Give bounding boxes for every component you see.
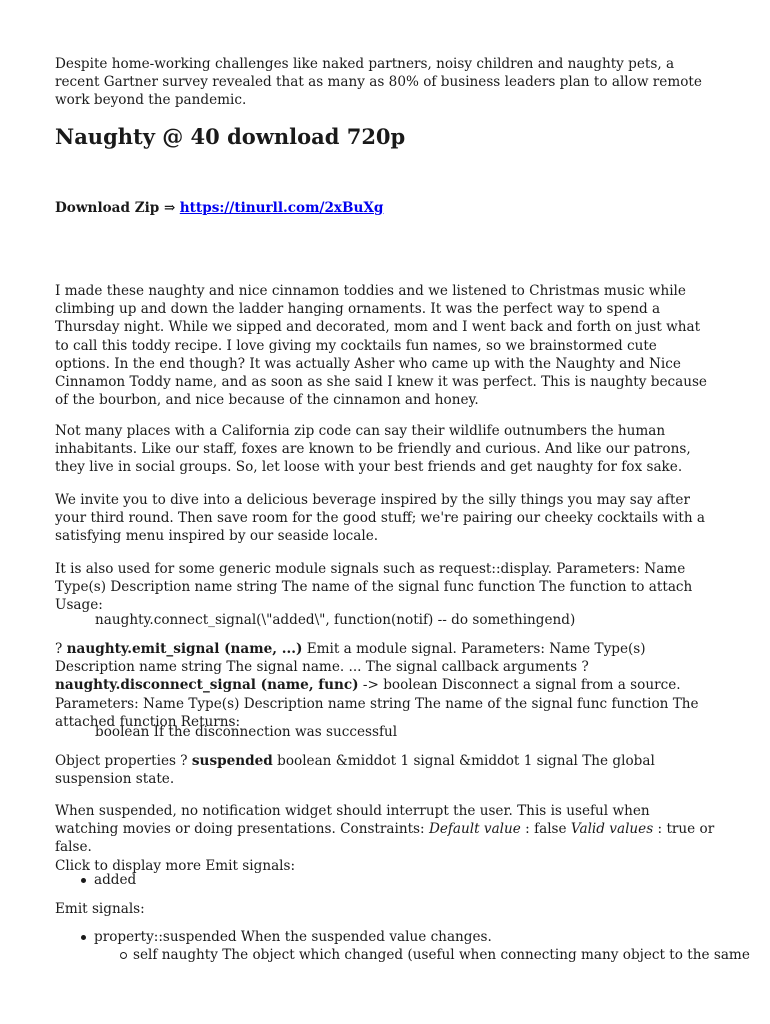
valid-values-label: Valid values	[570, 821, 654, 838]
returns-text: boolean If the disconnection was successful	[95, 724, 398, 740]
emit-signals-list	[55, 928, 750, 964]
list-item	[55, 871, 715, 889]
default-value: : false	[520, 821, 571, 838]
suspended-text: When suspended, no notification widget should interrupt the user. This is useful when watching movies or doing presentations. Constraints:	[55, 803, 650, 838]
properties-prefix: Object properties ?	[55, 753, 188, 769]
property-description: boolean &middot 1 signal &middot 1 signal The global suspension state.	[55, 753, 655, 788]
emit-signal-signature: naughty.emit_signal (name, ...)	[66, 641, 303, 657]
default-value-label: Default value	[428, 821, 521, 838]
download-link[interactable]: https://tinurll.com/2xBuXg	[179, 200, 384, 216]
emit-signals-label: Emit signals:	[55, 901, 145, 917]
bullet-icon	[81, 935, 86, 940]
bullet-icon	[81, 878, 86, 883]
paragraph-toddies: I made these naughty and nice cinnamon toddies and we listened to Christmas music while climbing up and down the ladder hanging ornaments. It was the perfect way to spend a Thursday night. While we sipped and decorated, mom and I went back and forth on just what to call this toddy recipe. I love giving my cocktails fun names, so we brainstormed cute options. In the end though? It was actually Asher who came up with the Naughty and Nice Cinnamon Toddy name, and as soon as she said I knew it was perfect. This is naughty because of the bourbon, and nice because of the cinnamon and honey.	[55, 283, 707, 409]
circle-bullet-icon	[120, 952, 127, 959]
paragraph-foxes: Not many places with a California zip code can say their wildlife outnumbers the human inhabitants. Like our staff, foxes are known to be friendly and curious. And like our patrons, they live in social groups. So, let loose with your best friends and get naughty for fox sake.	[55, 423, 691, 476]
disconnect-signal-description: -> boolean Disconnect a signal from a source. Parameters: Name Type(s) Description name string The name of the signal func function The attached function Returns:	[55, 677, 699, 730]
list-item	[55, 928, 715, 946]
suspended-paragraph	[55, 802, 715, 875]
download-label: Download Zip ⇒	[55, 200, 176, 216]
object-properties	[55, 752, 715, 788]
list-item-label: added	[94, 872, 137, 888]
paragraph-beverage: We invite you to dive into a delicious beverage inspired by the silly things you may say after your third round. Then save room for the good stuff; we're pairing our cheeky cocktails with a satisfying menu inspired by our seaside locale.	[55, 492, 706, 545]
click-to-display[interactable]: Click to display more Emit signals:	[55, 857, 296, 874]
valid-values: : true or false.	[55, 821, 715, 856]
intro-paragraph: Despite home-working challenges like naked partners, noisy children and naughty pets, a recent Gartner survey revealed that as many as 80% of business leaders plan to allow remote work beyond the pandemic.	[55, 56, 702, 109]
list-item-label: property::suspended When the suspended value changes.	[94, 929, 492, 945]
anchor-marker[interactable]: ?	[55, 641, 63, 657]
list-subitem	[55, 946, 750, 964]
emit-signal-description: Emit a module signal. Parameters: Name Type(s) Description name string The signal name. ... The signal callback arguments	[55, 641, 646, 676]
api-paragraph	[55, 640, 715, 731]
usage-code: naughty.connect_signal(\"added\", function(notif) -- do somethingend)	[95, 612, 576, 628]
disconnect-signal-signature: naughty.disconnect_signal (name, func)	[55, 677, 359, 694]
download-line	[55, 199, 715, 217]
property-name: suspended	[191, 753, 273, 769]
page-title: Naughty @ 40 download 720p	[55, 124, 406, 149]
anchor-marker[interactable]: ?	[577, 659, 589, 676]
paragraph-signals: It is also used for some generic module signals such as request::display. Parameters: Name Type(s) Description name string The name of the signal func function The function to attach Usage:	[55, 561, 693, 614]
list-subitem-label: self naughty The object which changed (useful when connecting many object to the same	[133, 947, 750, 964]
signals-list	[55, 871, 715, 889]
